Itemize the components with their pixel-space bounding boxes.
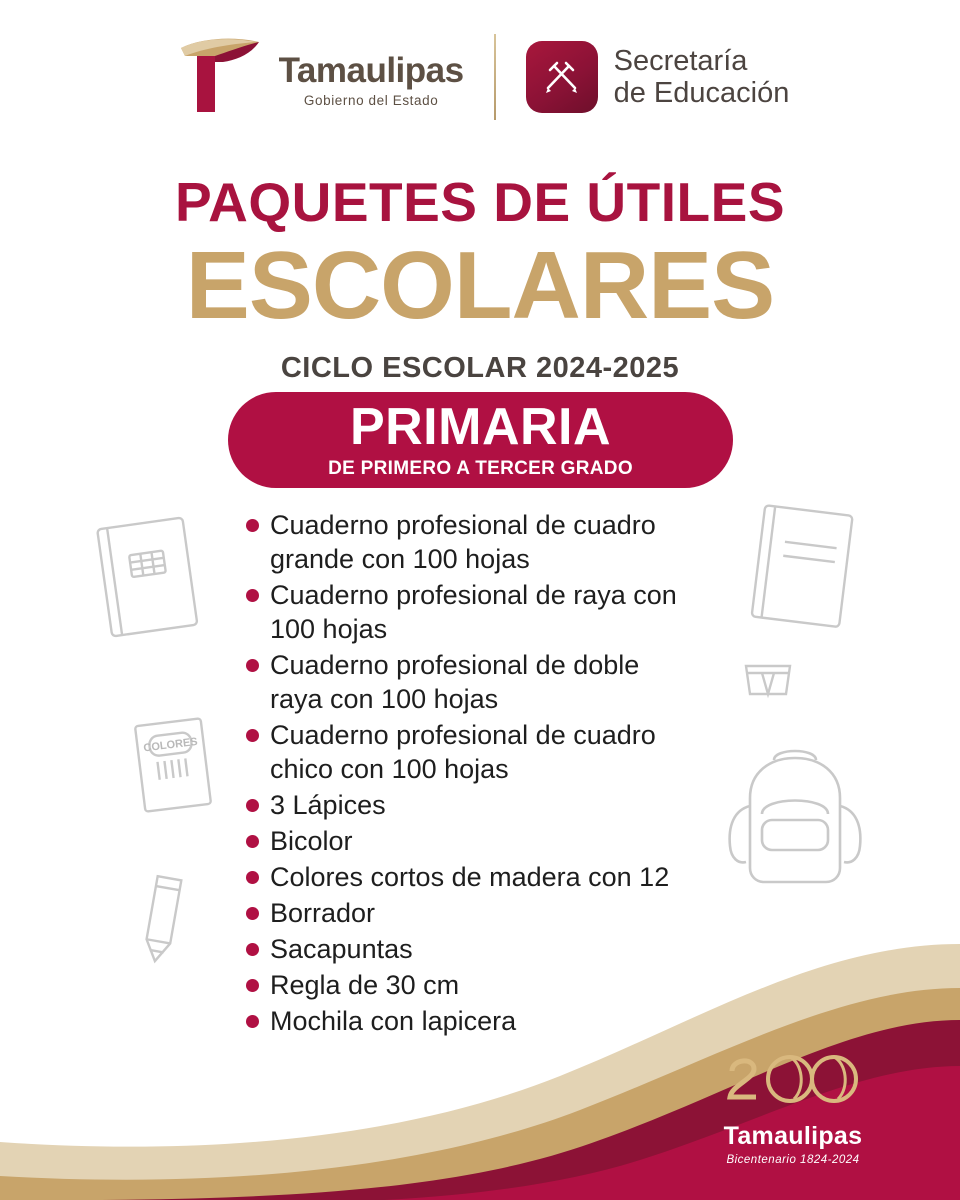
list-item-label: 3 Lápices: [270, 790, 386, 821]
list-item-label: Cuaderno profesional de doble raya con 100 hojas: [270, 650, 640, 715]
header: [0, 34, 960, 120]
bullet-icon: [246, 519, 259, 532]
secretaria-logo: [526, 41, 790, 113]
secretaria-wordmark: [614, 45, 790, 110]
list-item-label: Colores cortos de madera con 12: [270, 862, 670, 893]
bullet-icon: [246, 659, 259, 672]
bullet-icon: [246, 835, 259, 848]
bicentennial-200-icon: [698, 1045, 888, 1115]
tamaulipas-subtitle: Gobierno del Estado: [303, 92, 439, 108]
school-cycle: CICLO ESCOLAR 2024-2025: [280, 352, 680, 384]
header-divider: [494, 34, 496, 120]
tamaulipas-title: Tamaulipas: [278, 50, 464, 90]
tamaulipas-logo: [171, 34, 464, 120]
tamaulipas-t-logo: [171, 34, 267, 120]
sharpener-icon: [736, 652, 800, 708]
list-item: [246, 718, 686, 786]
list-item-label: Mochila con lapicera: [270, 1006, 517, 1037]
secretaria-line1: Secretaría: [613, 44, 748, 77]
list-item: [246, 508, 686, 576]
list-item-label: Regla de 30 cm: [270, 970, 460, 1001]
list-item: [246, 578, 686, 646]
level-badge-grades: DE PRIMERO A TERCER GRADO: [328, 457, 633, 479]
book-icon: [736, 492, 866, 642]
list-item: [246, 788, 686, 822]
list-item-label: Sacapuntas: [270, 934, 413, 965]
bullet-icon: [246, 729, 259, 742]
colored-pencils-box-icon: [118, 700, 228, 830]
level-badge: [228, 392, 733, 488]
list-item: [246, 824, 686, 858]
bicentennial-subtitle: Bicentenario 1824-2024: [726, 1154, 860, 1166]
bicentennial-logo: [698, 1045, 888, 1166]
list-item-label: Bicolor: [270, 826, 353, 857]
list-item-label: Cuaderno profesional de cuadro chico con 100 hojas: [270, 720, 656, 785]
notebook-icon: [82, 505, 212, 645]
list-item-label: Borrador: [270, 898, 376, 929]
list-item-label: Cuaderno profesional de raya con 100 hojas: [270, 580, 677, 645]
level-badge-title: PRIMARIA: [349, 397, 612, 456]
tamaulipas-wordmark: [279, 47, 464, 108]
title-line-2: ESCOLARES: [185, 232, 775, 339]
pen-ruler-icon: [526, 41, 598, 113]
title-line-1: PAQUETES DE ÚTILES: [175, 171, 785, 233]
bicentennial-name: Tamaulipas: [723, 1122, 863, 1150]
list-item: [246, 648, 686, 716]
bullet-icon: [246, 799, 259, 812]
svg-text:COLORES: COLORES: [142, 735, 199, 755]
bullet-icon: [246, 589, 259, 602]
secretaria-line2: de Educación: [613, 77, 790, 109]
list-item-label: Cuaderno profesional de cuadro grande con 100 hojas: [270, 510, 656, 575]
